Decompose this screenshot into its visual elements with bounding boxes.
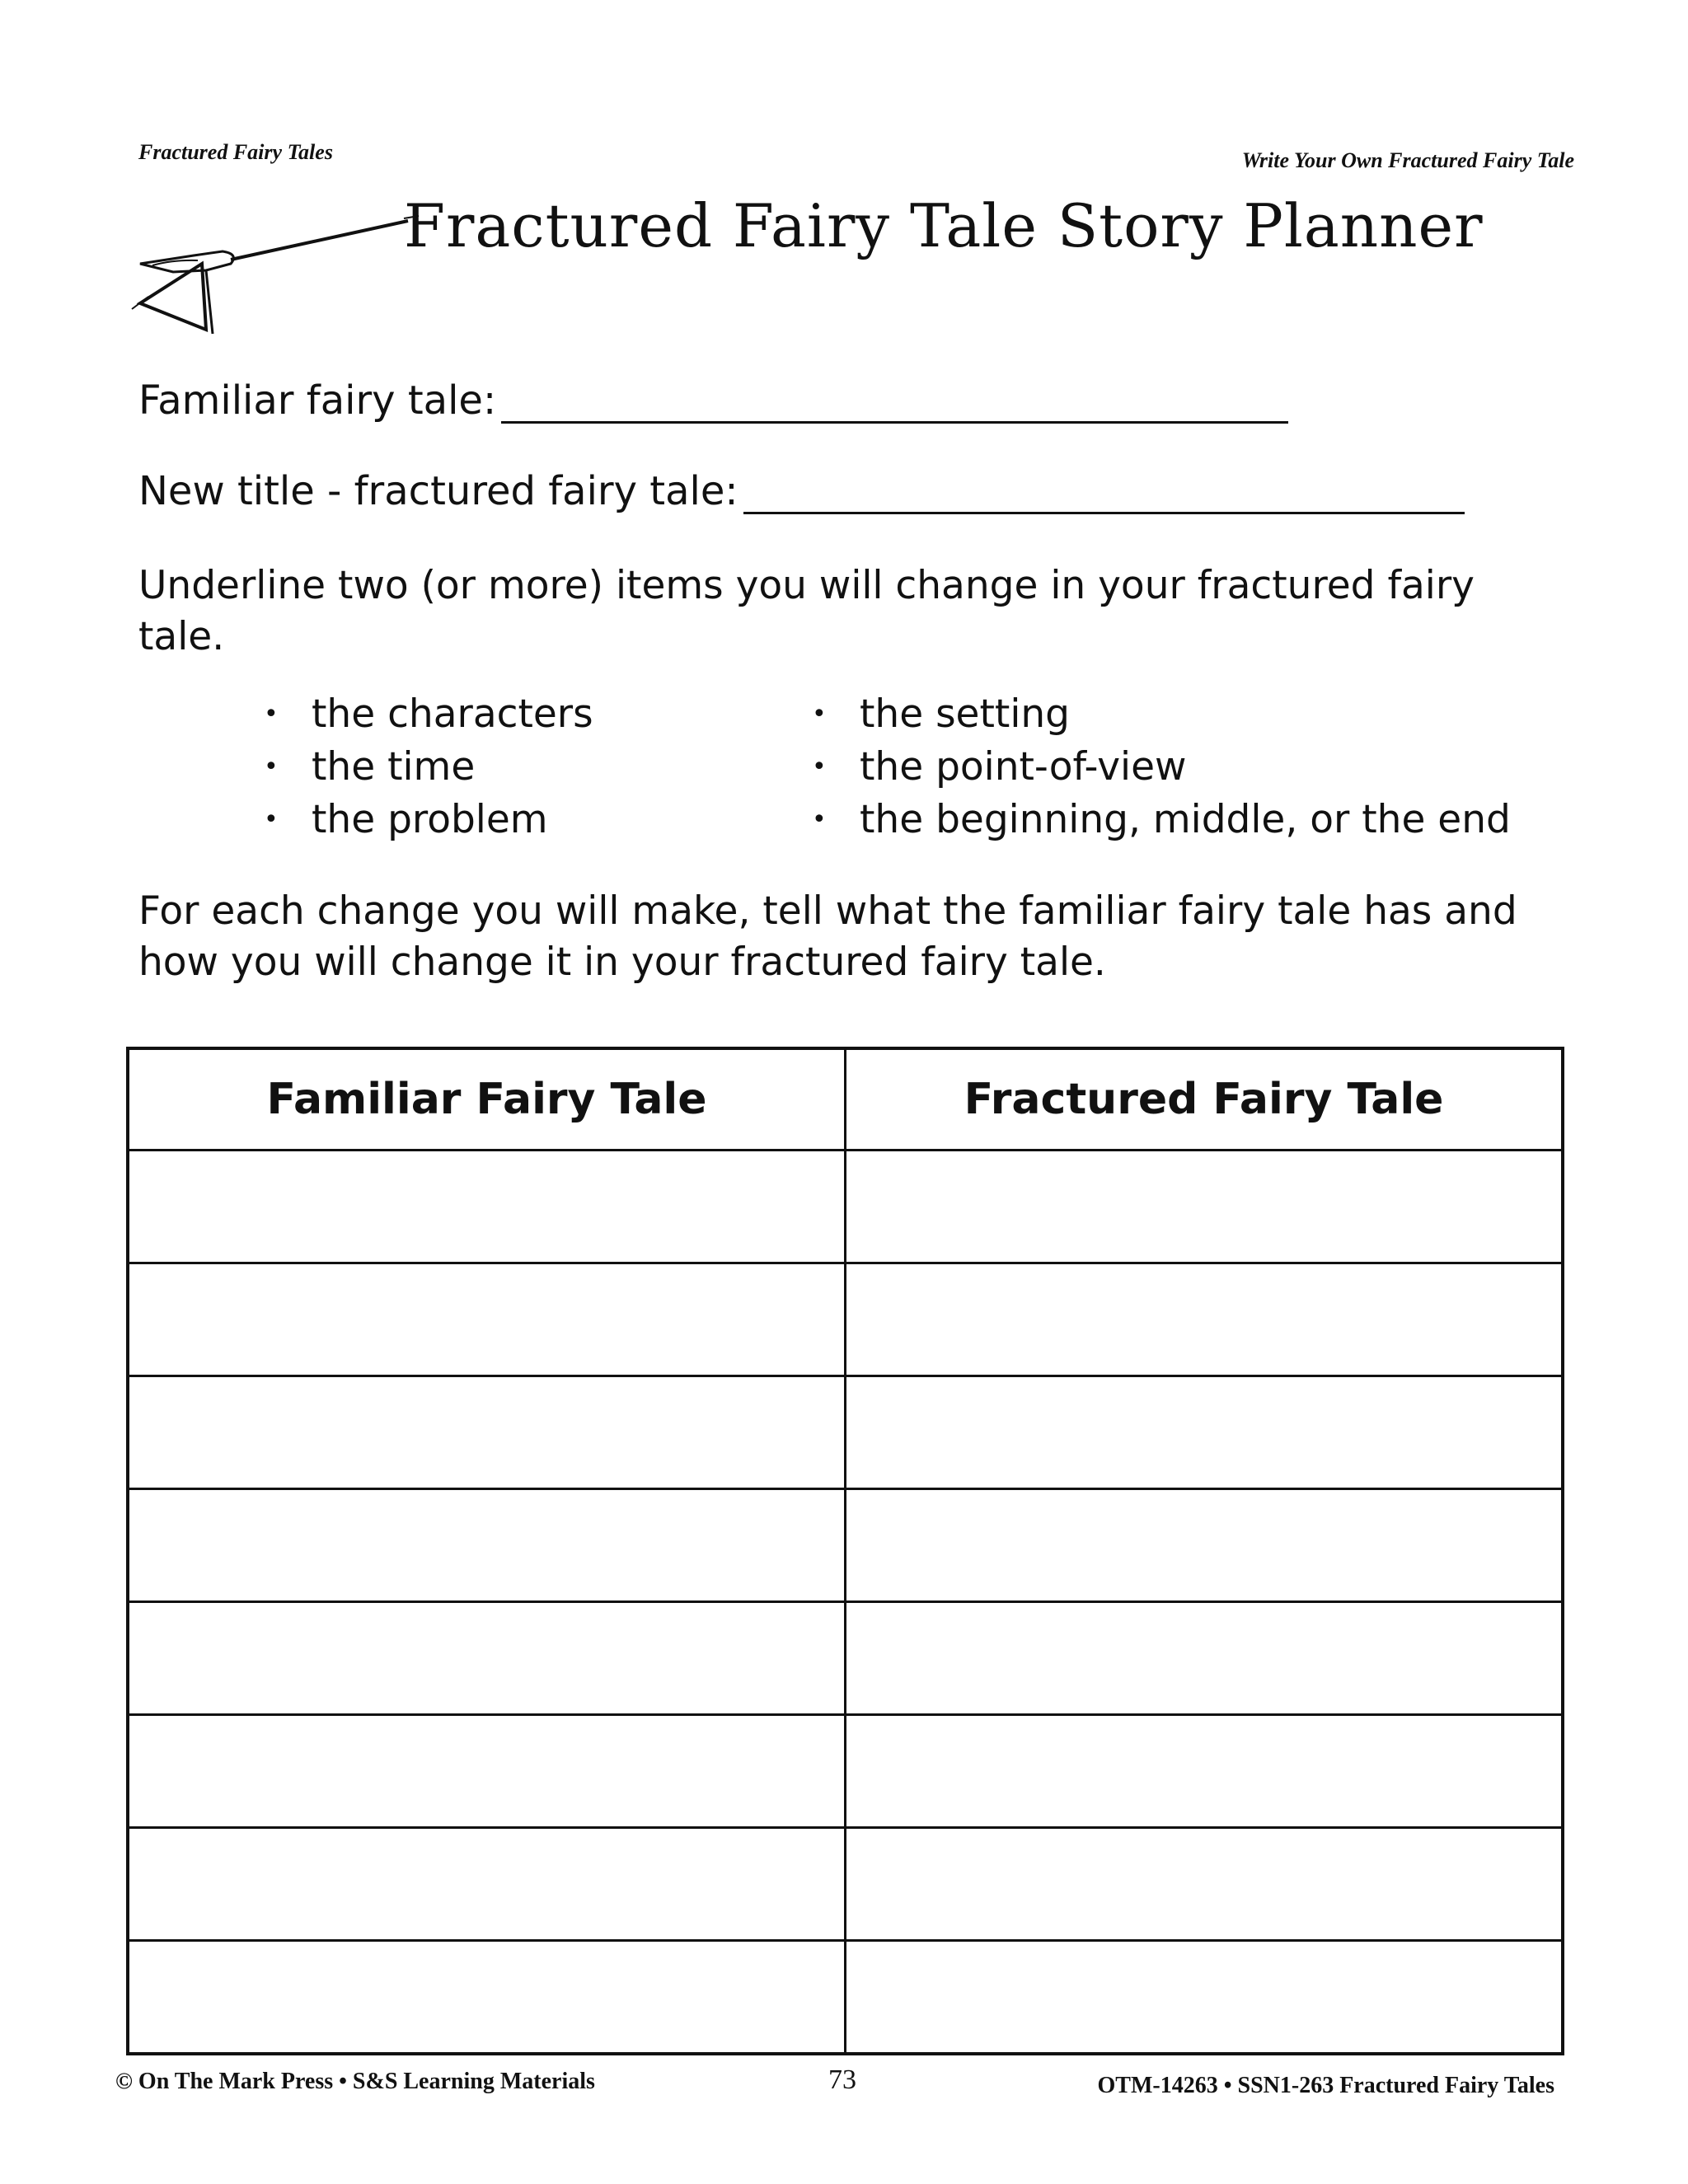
footer-copyright: © On The Mark Press • S&S Learning Materials (115, 2069, 595, 2094)
table-header-row (128, 1048, 1563, 1151)
familiar-fairy-tale-blank[interactable] (501, 385, 1288, 424)
familiar-cell[interactable] (128, 1376, 846, 1489)
change-items-right (812, 688, 1511, 846)
header-right: Write Your Own Fractured Fairy Tale (1241, 148, 1574, 172)
fractured-cell[interactable] (846, 1941, 1564, 2055)
table-row (128, 1602, 1563, 1715)
familiar-cell[interactable] (128, 1151, 846, 1263)
fractured-cell[interactable] (846, 1489, 1564, 1602)
familiar-cell[interactable] (128, 1715, 846, 1828)
familiar-cell[interactable] (128, 1602, 846, 1715)
table-row (128, 1715, 1563, 1828)
change-item: • the setting (812, 688, 1511, 741)
table-row (128, 1151, 1563, 1263)
fractured-cell[interactable] (846, 1715, 1564, 1828)
fractured-cell[interactable] (846, 1602, 1564, 1715)
table-row (128, 1941, 1563, 2055)
familiar-cell[interactable] (128, 1489, 846, 1602)
for-each-change-instruction: For each change you will make, tell what the familiar fairy tale has and how you will change it in your fractured fairy tale. (138, 888, 1517, 985)
change-item: • the beginning, middle, or the end (812, 794, 1511, 846)
new-title-blank[interactable] (743, 476, 1465, 514)
change-item: • the characters (264, 688, 593, 741)
table-row (128, 1828, 1563, 1941)
table-row (128, 1376, 1563, 1489)
change-item: • the problem (264, 794, 593, 846)
table-row (128, 1489, 1563, 1602)
fractured-cell[interactable] (846, 1376, 1564, 1489)
page-title: Fractured Fairy Tale Story Planner (404, 191, 1484, 260)
page-number: 73 (828, 2064, 856, 2095)
familiar-cell[interactable] (128, 1828, 846, 1941)
fractured-cell[interactable] (846, 1828, 1564, 1941)
story-planner-table (126, 1047, 1564, 2055)
new-title-label: New title - fractured fairy tale: (138, 468, 738, 514)
table-row (128, 1263, 1563, 1376)
new-title-field (138, 468, 1465, 514)
column-header-fractured: Fractured Fairy Tale (846, 1048, 1564, 1151)
fractured-cell[interactable] (846, 1151, 1564, 1263)
column-header-familiar: Familiar Fairy Tale (128, 1048, 846, 1151)
footer-product-code: OTM-14263 • SSN1-263 Fractured Fairy Tales (1097, 2073, 1554, 2098)
change-items-left (264, 688, 593, 846)
familiar-cell[interactable] (128, 1941, 846, 2055)
underline-instruction: Underline two (or more) items you will change in your fractured fairy tale. (138, 563, 1475, 659)
familiar-fairy-tale-label: Familiar fairy tale: (138, 377, 497, 424)
change-item: • the time (264, 741, 593, 794)
header-left: Fractured Fairy Tales (138, 140, 333, 164)
change-item: • the point-of-view (812, 741, 1511, 794)
familiar-cell[interactable] (128, 1263, 846, 1376)
familiar-fairy-tale-field (138, 377, 1288, 424)
fractured-cell[interactable] (846, 1263, 1564, 1376)
magic-wand-hand-icon (124, 206, 420, 354)
